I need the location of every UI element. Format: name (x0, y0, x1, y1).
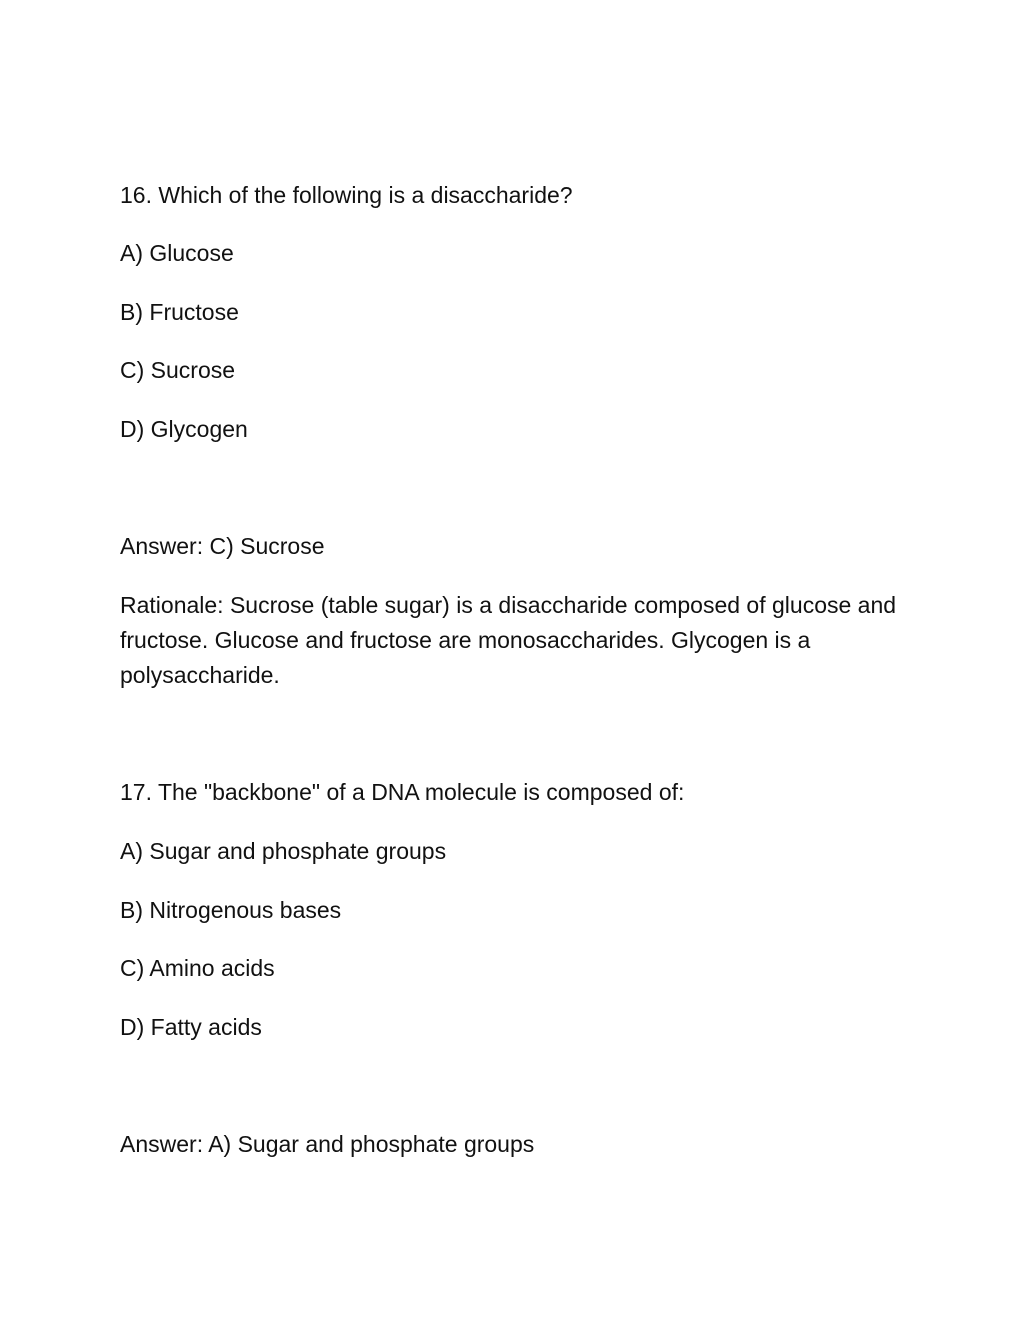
question-16-option-b: B) Fructose (120, 299, 239, 325)
question-17-answer: Answer: A) Sugar and phosphate groups (120, 1131, 535, 1157)
question-16-prompt: 16. Which of the following is a disaccharide? (120, 182, 573, 208)
question-17-prompt: 17. The "backbone" of a DNA molecule is composed of: (120, 779, 685, 805)
question-17-option-c: C) Amino acids (120, 955, 275, 981)
question-17-option-b: B) Nitrogenous bases (120, 897, 342, 923)
question-16-option-a: A) Glucose (120, 240, 234, 266)
question-16-option-c: C) Sucrose (120, 357, 236, 383)
question-17-option-d: D) Fatty acids (120, 1014, 262, 1040)
question-16-rationale: Rationale: Sucrose (table sugar) is a disaccharide composed of glucose and fructose. Glucose and fructose are monosaccharides. Glycogen is a polysaccharide. (120, 592, 897, 688)
question-16-answer: Answer: C) Sucrose (120, 533, 325, 559)
question-17-option-a: A) Sugar and phosphate groups (120, 838, 447, 864)
question-16-option-d: D) Glycogen (120, 416, 248, 442)
